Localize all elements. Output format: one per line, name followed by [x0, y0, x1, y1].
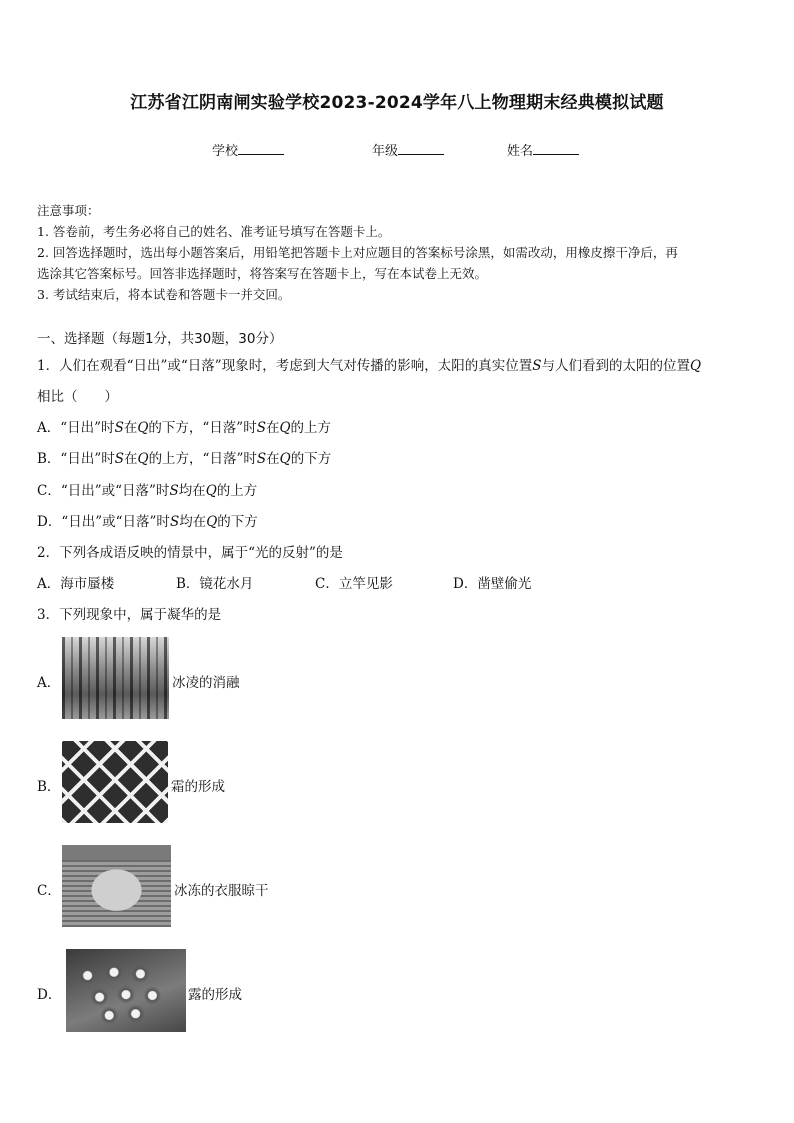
notice-line-2b: 选涂其它答案标号。回答非选择题时，将答案写在答题卡上，写在本试卷上无效。	[37, 266, 488, 281]
q2-option-c: C．立竿见影	[315, 576, 393, 592]
symbol-s: S	[114, 420, 124, 436]
symbol-s: S	[169, 483, 179, 499]
option-text: 的上方	[290, 420, 332, 436]
q3-stem: 3．下列现象中，属于凝华的是	[37, 607, 222, 623]
option-label: B．“日出”时	[37, 451, 115, 467]
icicle-melting-photo	[62, 637, 169, 719]
symbol-s: S	[532, 358, 542, 374]
frozen-clothes-photo	[62, 845, 171, 927]
symbol-q: Q	[689, 358, 702, 374]
q1-option-d	[37, 510, 258, 530]
q3-option-a-label: A．	[37, 675, 61, 691]
name-label: 姓名	[507, 144, 534, 159]
grade-field	[372, 140, 444, 159]
q2-option-b: B．镜花水月	[176, 576, 254, 592]
option-text: 在	[266, 451, 280, 467]
q2-stem: 2．下列各成语反映的情景中，属于“光的反射”的是	[37, 545, 343, 561]
notice-line-1: 1. 答卷前，考生务必将自己的姓名、准考证号填写在答题卡上。	[37, 224, 391, 239]
option-text: 的下方，“日落”时	[148, 420, 257, 436]
option-text: 的下方	[217, 514, 258, 530]
school-blank	[238, 142, 284, 155]
option-text: 在	[265, 420, 280, 436]
symbol-s: S	[256, 420, 266, 436]
symbol-q: Q	[206, 514, 218, 530]
option-text: 的上方，“日落”时	[148, 451, 257, 467]
q3-option-a-caption: 冰凌的消融	[172, 675, 240, 691]
symbol-s: S	[169, 514, 180, 530]
symbol-s: S	[256, 451, 267, 467]
notice-line-3: 3. 考试结束后，将本试卷和答题卡一并交回。	[37, 287, 291, 302]
q3-option-b-caption: 霜的形成	[171, 779, 225, 795]
grade-label: 年级	[372, 144, 399, 159]
symbol-q: Q	[137, 451, 149, 467]
option-text: 在	[123, 451, 138, 467]
option-label: A．“日出”时	[37, 420, 115, 436]
q3-option-d-caption: 露的形成	[188, 987, 242, 1003]
q3-option-d-label: D．	[37, 987, 62, 1003]
q1-option-b	[37, 447, 331, 467]
symbol-q: Q	[205, 483, 217, 499]
frost-photo	[62, 741, 168, 823]
name-blank	[533, 142, 579, 155]
q1-stem-end: 相比（ ）	[37, 389, 118, 405]
q1-stem-part: 与人们看到的太阳的位置	[541, 358, 690, 374]
symbol-q: Q	[137, 420, 149, 436]
q1-option-c	[37, 479, 257, 499]
q3-option-c-caption: 冰冻的衣服晾干	[174, 883, 269, 899]
q1-stem	[37, 354, 701, 374]
option-label: C．“日出”或“日落”时	[37, 483, 170, 499]
q2-option-a: A．海市蜃楼	[37, 576, 115, 592]
option-text: 均在	[179, 514, 207, 530]
grade-blank	[398, 142, 444, 155]
q1-stem-part: 1．人们在观看“日出”或“日落”现象时，考虑到大气对传播的影响，太阳的真实位置	[37, 358, 533, 374]
notice-line-2a: 2. 回答选择题时，选出每小题答案后，用铅笔把答题卡上对应题目的答案标号涂黑，如需改动，用橡皮擦干净后，再	[37, 245, 678, 260]
section-heading: 一、选择题（每题1分，共30题，30分）	[37, 331, 283, 347]
option-text: 的上方	[216, 483, 258, 499]
q1-option-a	[37, 416, 331, 436]
symbol-q: Q	[279, 451, 291, 467]
q2-option-d: D．凿壁偷光	[453, 576, 532, 592]
q3-option-c-label: C．	[37, 883, 61, 899]
school-field	[212, 140, 284, 159]
dew-drops-photo	[66, 949, 186, 1032]
school-label: 学校	[212, 144, 239, 159]
exam-title: 江苏省江阴南闸实验学校2023-2024学年八上物理期末经典模拟试题	[130, 93, 664, 113]
symbol-q: Q	[279, 420, 291, 436]
option-text: 均在	[178, 483, 206, 499]
name-field	[507, 140, 579, 159]
option-text: 在	[123, 420, 138, 436]
q3-option-b-label: B．	[37, 779, 61, 795]
notice-heading: 注意事项：	[37, 203, 100, 218]
symbol-s: S	[114, 451, 124, 467]
option-text: 的下方	[290, 451, 332, 467]
option-label: D．“日出”或“日落”时	[37, 514, 170, 530]
